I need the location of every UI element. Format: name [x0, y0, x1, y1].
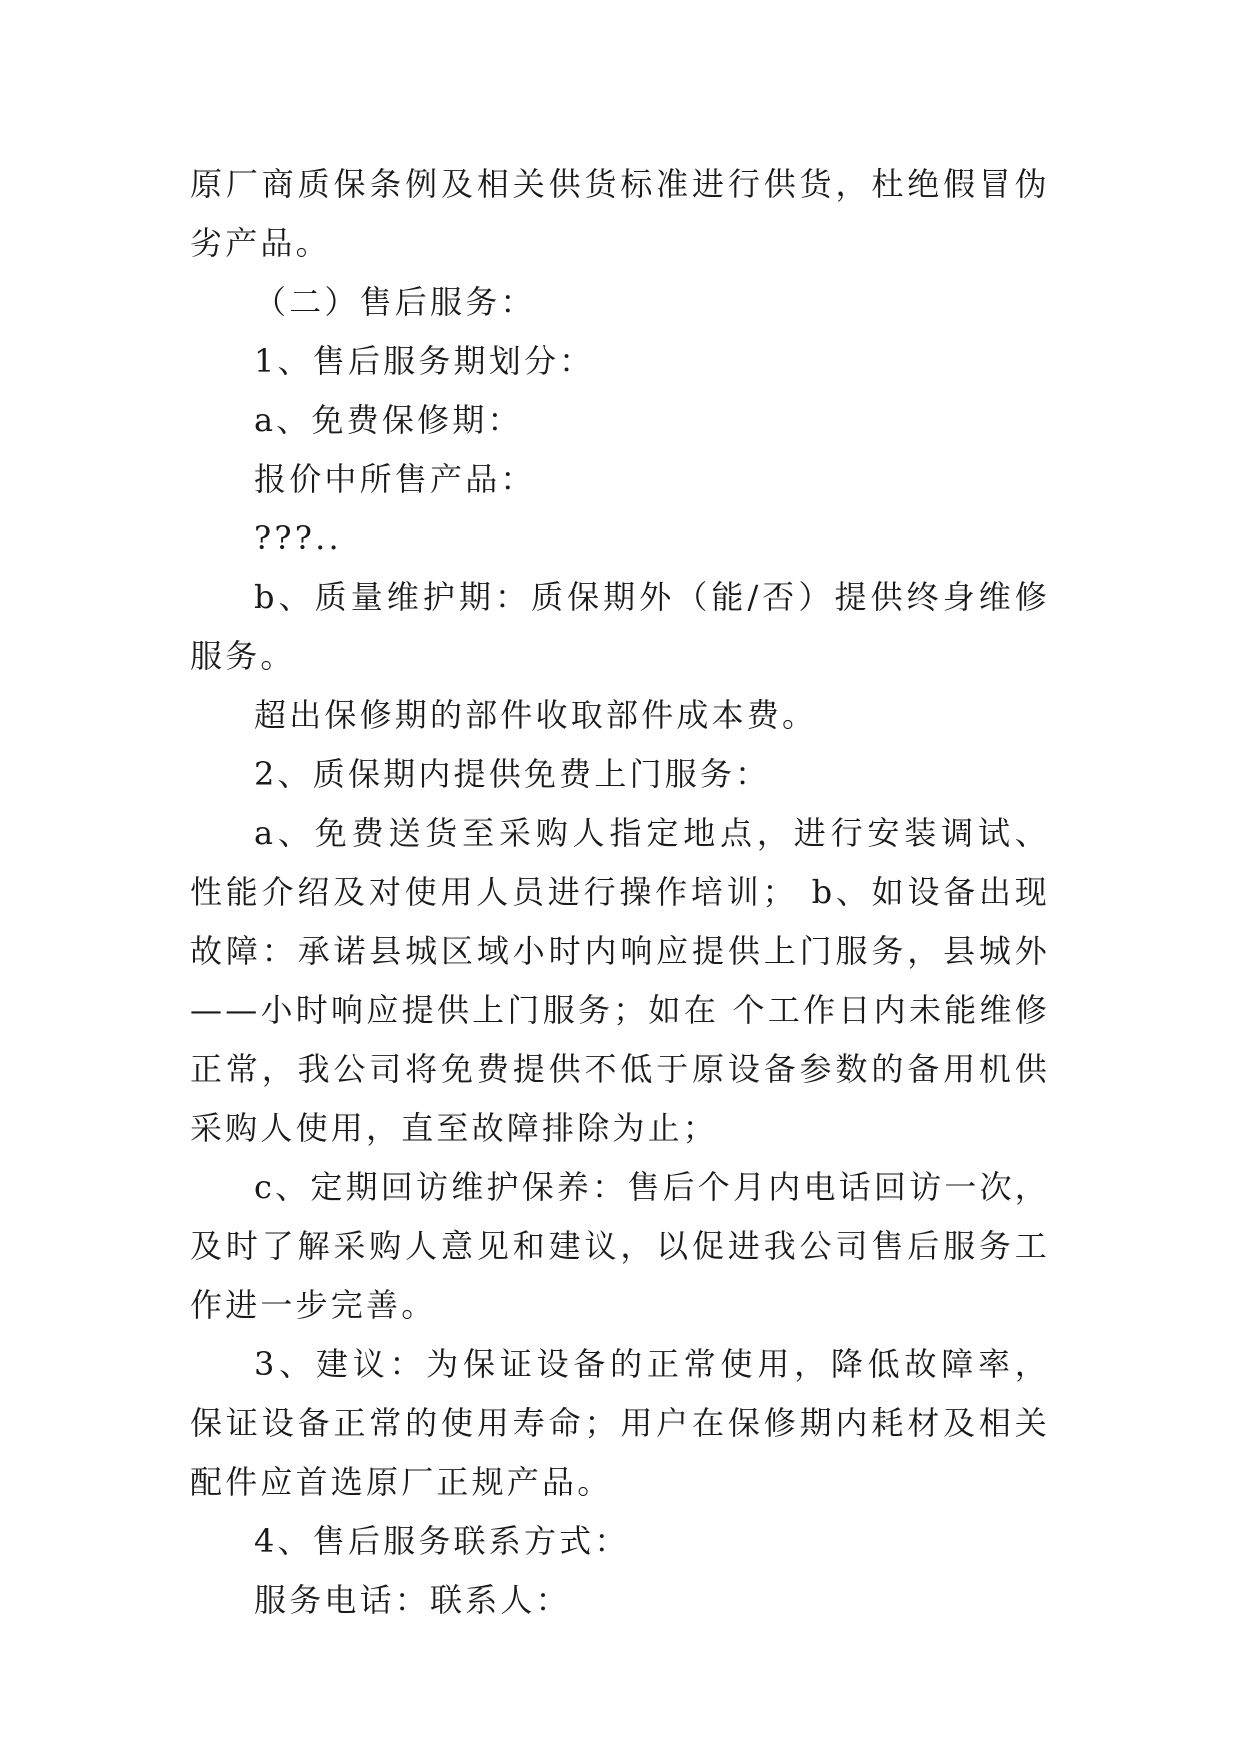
item-service-period-division: 1、售后服务期划分：	[254, 342, 595, 380]
paragraph-recommendation: 3、建议：为保证设备的正常使用，降低故障率，保证设备正常的使用寿命；用户在保修期内耗材及相关配件应首选原厂正规产品。	[190, 1345, 1050, 1501]
document-page	[190, 155, 1050, 1630]
item-placeholder: ???..	[254, 519, 342, 557]
item-free-onsite-service: 2、质保期内提供免费上门服务：	[254, 755, 771, 793]
item-service-phone-contact: 服务电话：联系人：	[254, 1581, 571, 1619]
item-out-of-warranty-cost: 超出保修期的部件收取部件成本费。	[254, 696, 818, 734]
section-heading-after-sales: （二）售后服务：	[254, 283, 536, 321]
item-free-warranty-period: a、免费保修期：	[254, 401, 523, 439]
item-quoted-products: 报价中所售产品：	[254, 460, 536, 498]
paragraph-delivery-and-repair: a、免费送货至采购人指定地点，进行安装调试、性能介绍及对使用人员进行操作培训； b、如设备出现故障：承诺县城区域小时内响应提供上门服务，县城外——小时响应提供上门服务；如在 个工作日内未能维修正常，我公司将免费提供不低于原设备参数的备用机供采购人使用，直至故障排除为止；	[190, 814, 1050, 1147]
item-quality-maintenance-period: b、质量维护期：质保期外（能/否）提供终身维修服务。	[190, 578, 1050, 675]
paragraph-supply-standard: 原厂商质保条例及相关供货标准进行供货，杜绝假冒伪劣产品。	[190, 165, 1050, 262]
paragraph-regular-followup: c、定期回访维护保养：售后个月内电话回访一次，及时了解采购人意见和建议，以促进我公司售后服务工作进一步完善。	[190, 1168, 1050, 1324]
item-contact-methods: 4、售后服务联系方式：	[254, 1522, 630, 1560]
